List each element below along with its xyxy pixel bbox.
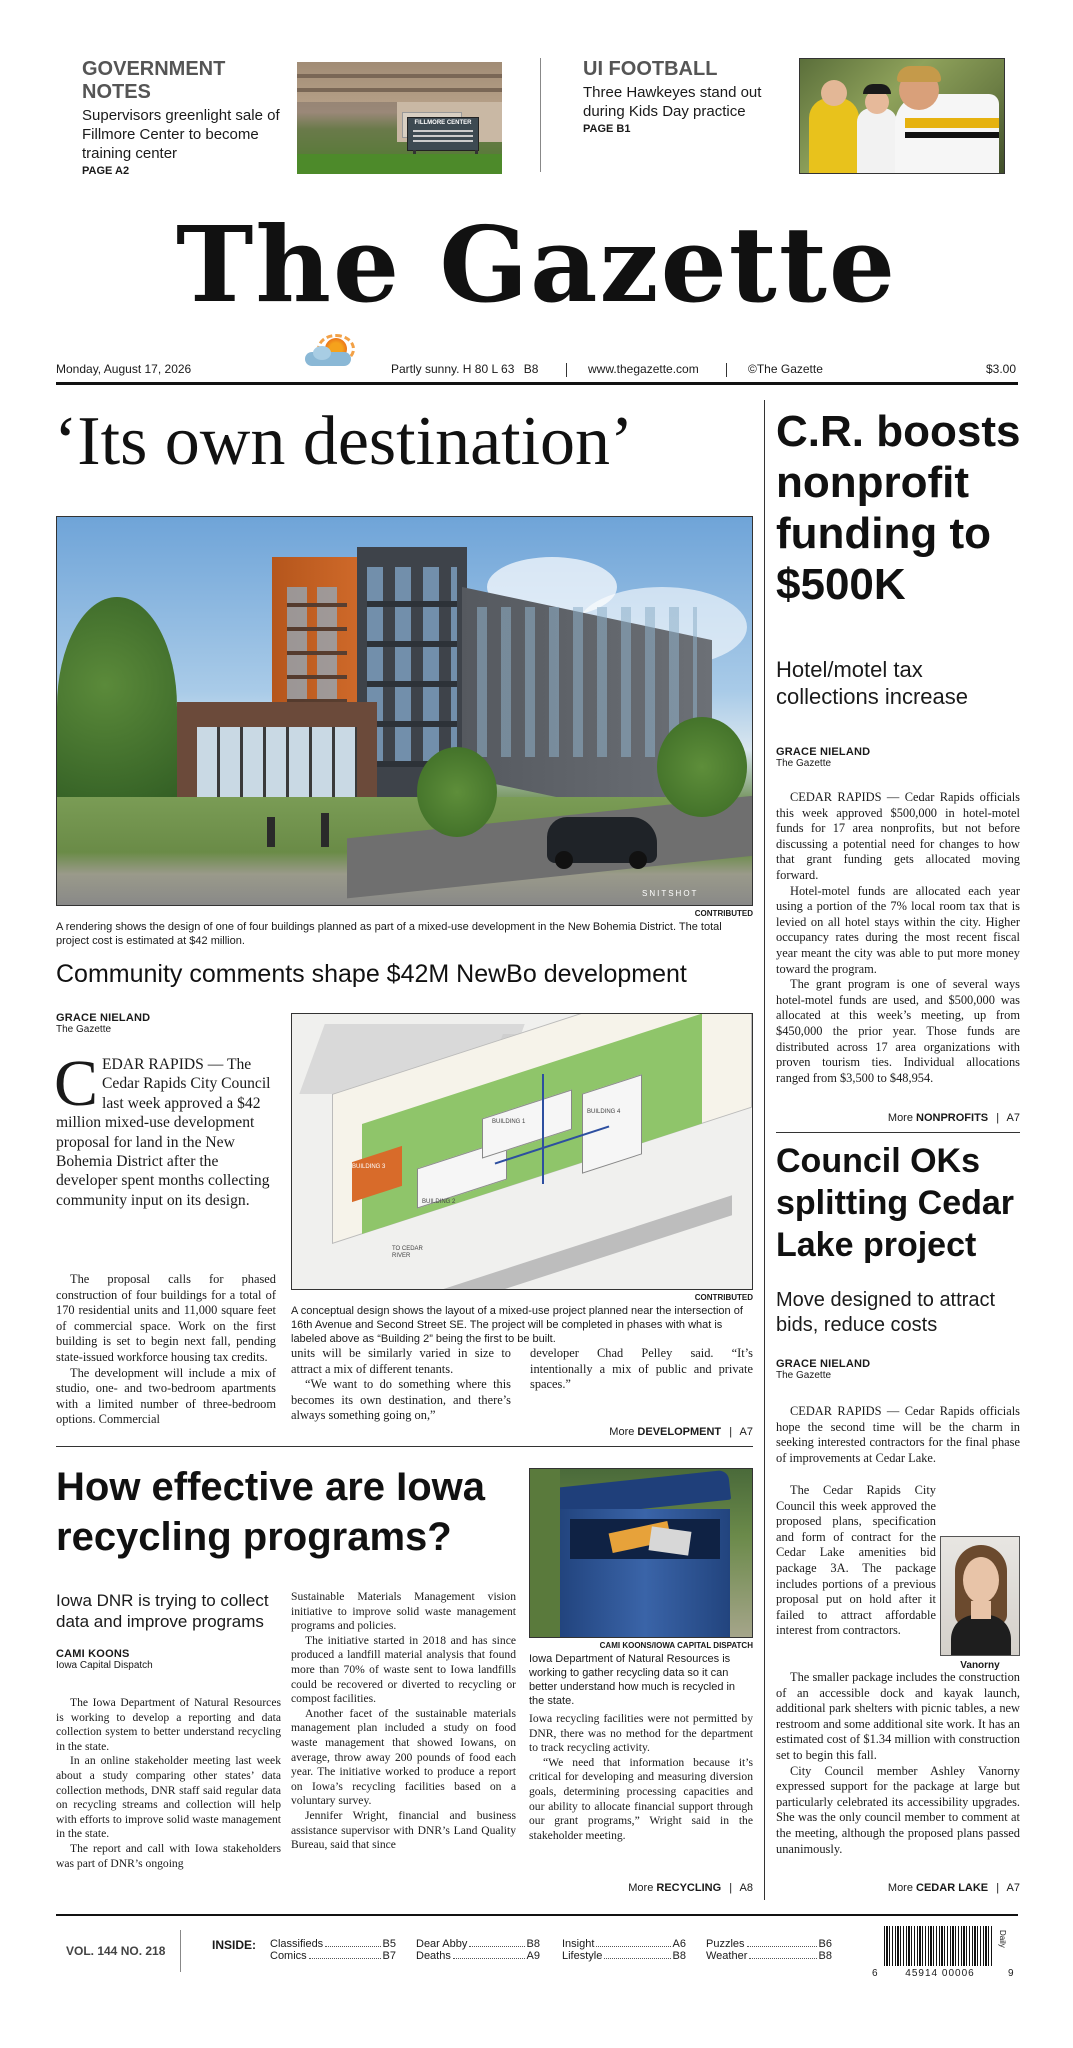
- mugshot-caption: Vanorny: [960, 1660, 1000, 1671]
- index-item[interactable]: [706, 1938, 832, 1950]
- byline-name: GRACE NIELAND: [776, 746, 871, 758]
- dateline-date: Monday, August 17, 2026: [56, 362, 192, 376]
- inside-label: INSIDE:: [212, 1938, 257, 1952]
- recycling-deck: Iowa DNR is trying to collect data and improve programs: [56, 1591, 269, 1631]
- lead-col2: [291, 1346, 511, 1424]
- byline-name: GRACE NIELAND: [56, 1012, 151, 1024]
- recycling-col2: [291, 1590, 516, 1853]
- paragraph: The report and call with Iowa stakeholders was part of DNR’s ongoing: [56, 1841, 281, 1870]
- lead-col3: [530, 1346, 753, 1393]
- map-label: BUILDING 1: [492, 1119, 526, 1125]
- paragraph: The Cedar Rapids City Council this week approved the proposed plans, specification and form of contract for the Cedar Lake amenities bid package 3A. The package includes portions of a previous proposal put on hold after it failed to attract affordable interest from contractors.: [776, 1483, 936, 1638]
- teaser-divider: [540, 58, 541, 172]
- index-name: Lifestyle: [562, 1950, 603, 1962]
- volume-number: VOL. 144 NO. 218: [66, 1944, 166, 1958]
- index-item[interactable]: [270, 1938, 396, 1950]
- jump-page: A8: [739, 1882, 753, 1894]
- paragraph: Sustainable Materials Management vision initiative to improve solid waste management programs and policies.: [291, 1590, 516, 1633]
- byline-org: The Gazette: [776, 758, 832, 769]
- byline-org: Iowa Capital Dispatch: [56, 1660, 153, 1671]
- weather-page: B8: [523, 362, 539, 376]
- recycling-col3: [529, 1712, 753, 1843]
- paragraph: The grant program is one of several ways hotel-motel funds are used, and $500,000 was allocated at this week’s meeting, up from $450,000 the prior year. Those funds are distributed across 17 area organizations with proven tourism ties. Individual allocations ranged from $3,500 to $48,954.: [776, 977, 1020, 1085]
- jump-more: More: [887, 1882, 913, 1894]
- teaser-football[interactable]: [583, 58, 793, 135]
- map-caption: A conceptual design shows the layout of a mixed-use project planned near the intersection of 16th Avenue and Second Street SE. The project will be completed in phases with what is labeled above as “Building 2” being the first to be built.: [291, 1305, 743, 1345]
- index-col: [706, 1938, 832, 1962]
- index-name: Comics: [270, 1950, 307, 1962]
- jump-page: A7: [1006, 1882, 1020, 1894]
- jump-section: DEVELOPMENT: [637, 1426, 722, 1438]
- index-name: Insight: [562, 1938, 595, 1950]
- hawkeyes-photo: [799, 58, 1005, 174]
- site-plan-map: [291, 1013, 753, 1290]
- map-label: BUILDING 2: [422, 1199, 456, 1205]
- recycling-byline: [56, 1648, 153, 1671]
- index-page: B8: [526, 1938, 540, 1950]
- index-page: B6: [818, 1938, 832, 1950]
- teaser-kicker: GOVERNMENT NOTES: [82, 58, 226, 103]
- footer-sep: [180, 1930, 181, 1972]
- paragraph: CEDAR RAPIDS — Cedar Rapids officials hope the second time will be the charm in seeking interested contractors for the final phase of improvements at Cedar Lake.: [776, 1404, 1020, 1465]
- byline-name: GRACE NIELAND: [776, 1358, 871, 1370]
- index-col: [416, 1938, 540, 1962]
- index-col: [562, 1938, 686, 1962]
- jump-more: More: [609, 1426, 635, 1438]
- cedarlake-jump-link[interactable]: More CEDAR LAKE | A7: [887, 1882, 1020, 1894]
- teaser-government[interactable]: [82, 58, 292, 177]
- index-item[interactable]: [270, 1950, 396, 1962]
- lead-headline: ‘Its own destination’: [54, 403, 634, 480]
- nonprofit-jump-link[interactable]: More NONPROFITS | A7: [887, 1112, 1020, 1124]
- teaser-page: PAGE B1: [583, 123, 631, 135]
- index-page: B8: [818, 1950, 832, 1962]
- fillmore-sign-text: FILLMORE CENTER: [414, 120, 472, 126]
- right-column-rule: [764, 400, 765, 1900]
- paragraph: The proposal calls for phased construction of four buildings for a total of 170 residential units and 11,000 square feet of commercial space. Work on the first building is set to begin next fall, pending state-issued workforce housing tax credits.: [56, 1272, 276, 1364]
- jump-page: A7: [739, 1426, 753, 1438]
- lead-jump-link[interactable]: More DEVELOPMENT | A7: [609, 1426, 753, 1438]
- index-name: Puzzles: [706, 1938, 745, 1950]
- map-label: BUILDING 3: [352, 1164, 386, 1170]
- teaser-headline: Supervisors greenlight sale of Fillmore Center to become training center: [82, 107, 280, 162]
- barcode: [872, 1926, 1018, 1982]
- paragraph: The smaller package includes the construction of an accessible dock and kayak launch, additional park shelters with picnic tables, a new restroom and some additional site work. It has an estimated cost of $1.34 million with construction set to begin this fall.: [776, 1670, 1020, 1762]
- paragraph: “We need that information because it’s critical for developing and measuring diversion goals, determining processing capacities and our ability to allocate financial support through our grant programs,” Wright said in the stakeholder meeting.: [529, 1755, 753, 1842]
- nonprofit-deck: Hotel/motel tax collections increase: [776, 657, 968, 709]
- paragraph: Another facet of the sustainable materials management plan included a study on food waste management that showed Iowans, on average, throw away 200 pounds of food each year. The initiative worked to produce a report on Iowa’s recycling facilities based on a voluntary survey.: [291, 1706, 516, 1808]
- section-rule: [56, 1446, 753, 1447]
- teaser-kicker: UI FOOTBALL: [583, 58, 718, 80]
- masthead-rule: [56, 382, 1018, 385]
- index-item[interactable]: [706, 1950, 832, 1962]
- paragraph: developer Chad Pelley said. “It’s intentionally a mix of public and private spaces.”: [530, 1346, 753, 1392]
- weather-forecast: Partly sunny. H 80 L 63: [391, 362, 515, 376]
- index-item[interactable]: [562, 1950, 686, 1962]
- byline-org: The Gazette: [776, 1370, 832, 1381]
- lead-lede: [54, 1047, 276, 1210]
- byline-org: The Gazette: [56, 1024, 112, 1035]
- cedarlake-body-wrap: [776, 1483, 936, 1639]
- teaser-headline: Three Hawkeyes stand out during Kids Day practice: [583, 84, 762, 120]
- index-name: Classifieds: [270, 1938, 324, 1950]
- barcode-bars: [884, 1926, 994, 1966]
- jump-more: More: [887, 1112, 913, 1124]
- dateline-sep: [566, 363, 567, 377]
- cedarlake-body-rest: [776, 1670, 1020, 1857]
- lead-photo-caption: A rendering shows the design of one of four buildings planned as part of a mixed-use development in the New Bohemia District. The total project cost is estimated at $42 million.: [56, 921, 722, 947]
- barcode-left-digit: 6: [872, 1968, 878, 1979]
- barcode-daily-label: Daily: [998, 1930, 1007, 1948]
- teaser-page: PAGE A2: [82, 165, 130, 177]
- index-page: A9: [526, 1950, 540, 1962]
- nonprofit-body: [776, 790, 1020, 1086]
- index-page: B5: [382, 1938, 396, 1950]
- paragraph: Jennifer Wright, financial and business assistance supervisor with DNR’s Land Quality Bureau, said that since: [291, 1808, 516, 1852]
- dateline-weather: [391, 362, 538, 376]
- index-page: B7: [382, 1950, 396, 1962]
- index-item[interactable]: [416, 1950, 540, 1962]
- paragraph: Iowa recycling facilities were not permitted by DNR, there was no method for the department to track recycling activity.: [529, 1712, 753, 1755]
- dateline-website[interactable]: www.thegazette.com: [588, 362, 699, 376]
- nonprofit-byline: [776, 746, 870, 769]
- jump-page: A7: [1006, 1112, 1020, 1124]
- map-credit: CONTRIBUTED: [694, 1293, 753, 1302]
- recycling-photo-credit: CAMI KOONS/IOWA CAPITAL DISPATCH: [599, 1641, 753, 1650]
- paragraph: “We want to do something where this becomes its own destination, and there’s always something going on,”: [291, 1377, 511, 1423]
- index-page: B8: [672, 1950, 686, 1962]
- recycling-bin-photo: [529, 1468, 753, 1638]
- paragraph: The Iowa Department of Natural Resources is working to develop a reporting and data collection system to better understand recycling in the state.: [56, 1696, 281, 1753]
- cedarlake-headline: Council OKs splitting Cedar Lake project: [776, 1142, 1015, 1264]
- lead-byline: [56, 1012, 150, 1035]
- paragraph: City Council member Ashley Vanorny expressed support for the package at large but particularly celebrated its accessibility upgrades. She was the only council member to comment at the meeting, although the proposed plans passed unanimously.: [776, 1763, 1020, 1856]
- lead-col1: [56, 1272, 276, 1428]
- vanorny-mugshot: [940, 1536, 1020, 1656]
- paragraph: Hotel-motel funds are allocated each year using a portion of the 7% local room tax that is levied on all hotel stays within the city. Higher occupancy rates during the most recent fiscal year meant the city was able to put more money toward the program.: [776, 883, 1020, 976]
- barcode-right-digit: 9: [1008, 1968, 1014, 1979]
- map-label: TO CEDAR RIVER: [392, 1246, 423, 1259]
- paragraph: CEDAR RAPIDS — Cedar Rapids officials this week approved $500,000 in hotel-motel funds for 17 area nonprofits, but not before discussing a potential need for changes to how that grant funding gets allocated moving forward.: [776, 790, 1020, 882]
- nonprofit-headline: C.R. boosts nonprofit funding to $500K: [776, 407, 1021, 609]
- index-name: Weather: [706, 1950, 748, 1962]
- footer-rule: [56, 1914, 1018, 1916]
- fillmore-center-photo: [297, 62, 502, 174]
- recycling-photo-caption: Iowa Department of Natural Resources is working to gather recycling data so it can better understand how much is recycled in the state.: [529, 1653, 736, 1707]
- index-page: A6: [672, 1938, 686, 1950]
- lead-photo-credit: CONTRIBUTED: [694, 909, 753, 918]
- index-col: [270, 1938, 396, 1962]
- barcode-digits: 45914 00006: [905, 1968, 975, 1979]
- index-item[interactable]: [416, 1938, 540, 1950]
- map-label: BUILDING 4: [587, 1109, 621, 1115]
- cedarlake-deck: Move designed to attract bids, reduce costs: [776, 1289, 996, 1336]
- paragraph: In an online stakeholder meeting last week about a study comparing other states’ data collection methods, DNR staff said regular data on recycling streams and collection will help with efforts to improve solid waste management in the state.: [56, 1754, 281, 1841]
- jump-section: RECYCLING: [656, 1882, 722, 1894]
- recycling-headline: How effective are Iowa recycling programs?: [56, 1465, 486, 1559]
- section-rule: [776, 1132, 1020, 1133]
- jump-section: NONPROFITS: [916, 1112, 989, 1124]
- cedarlake-byline: [776, 1358, 870, 1381]
- paragraph: The initiative started in 2018 and has since produced a landfill material analysis that found more than 70% of waste sent to Iowa landfills could be recovered or diverted to recycling or compost facilities.: [291, 1633, 516, 1706]
- index-item[interactable]: [562, 1938, 686, 1950]
- recycling-col1: [56, 1696, 281, 1871]
- index-name: Dear Abby: [416, 1938, 468, 1950]
- dateline-sep: [726, 363, 727, 377]
- lede-text: EDAR RAPIDS — The Cedar Rapids City Council last week approved a $42 million mixed-use development proposal for land in the New Bohemia District after the developer spent months collecting community input on its design.: [56, 1056, 271, 1209]
- index-name: Deaths: [416, 1950, 451, 1962]
- recycling-jump-link[interactable]: More RECYCLING | A8: [628, 1882, 753, 1894]
- masthead-title: The Gazette: [175, 203, 898, 326]
- byline-name: CAMI KOONS: [56, 1648, 130, 1660]
- cedarlake-body-top: [776, 1404, 1020, 1466]
- dropcap: C: [54, 1047, 99, 1120]
- rendering-watermark: SNITSHOT: [642, 889, 699, 898]
- dateline-price: $3.00: [985, 362, 1016, 376]
- partly-sunny-icon: [303, 334, 361, 374]
- jump-more: More: [628, 1882, 654, 1894]
- paragraph: units will be similarly varied in size to attract a mix of different tenants.: [291, 1346, 511, 1376]
- jump-section: CEDAR LAKE: [916, 1882, 989, 1894]
- paragraph: The development will include a mix of studio, one- and two-bedroom apartments with a limited number of three-bedroom options. Commercial: [56, 1365, 276, 1427]
- lead-subhead: Community comments shape $42M NewBo development: [56, 960, 687, 988]
- dateline-copyright: ©The Gazette: [748, 362, 823, 376]
- newbo-rendering-photo: [56, 516, 753, 906]
